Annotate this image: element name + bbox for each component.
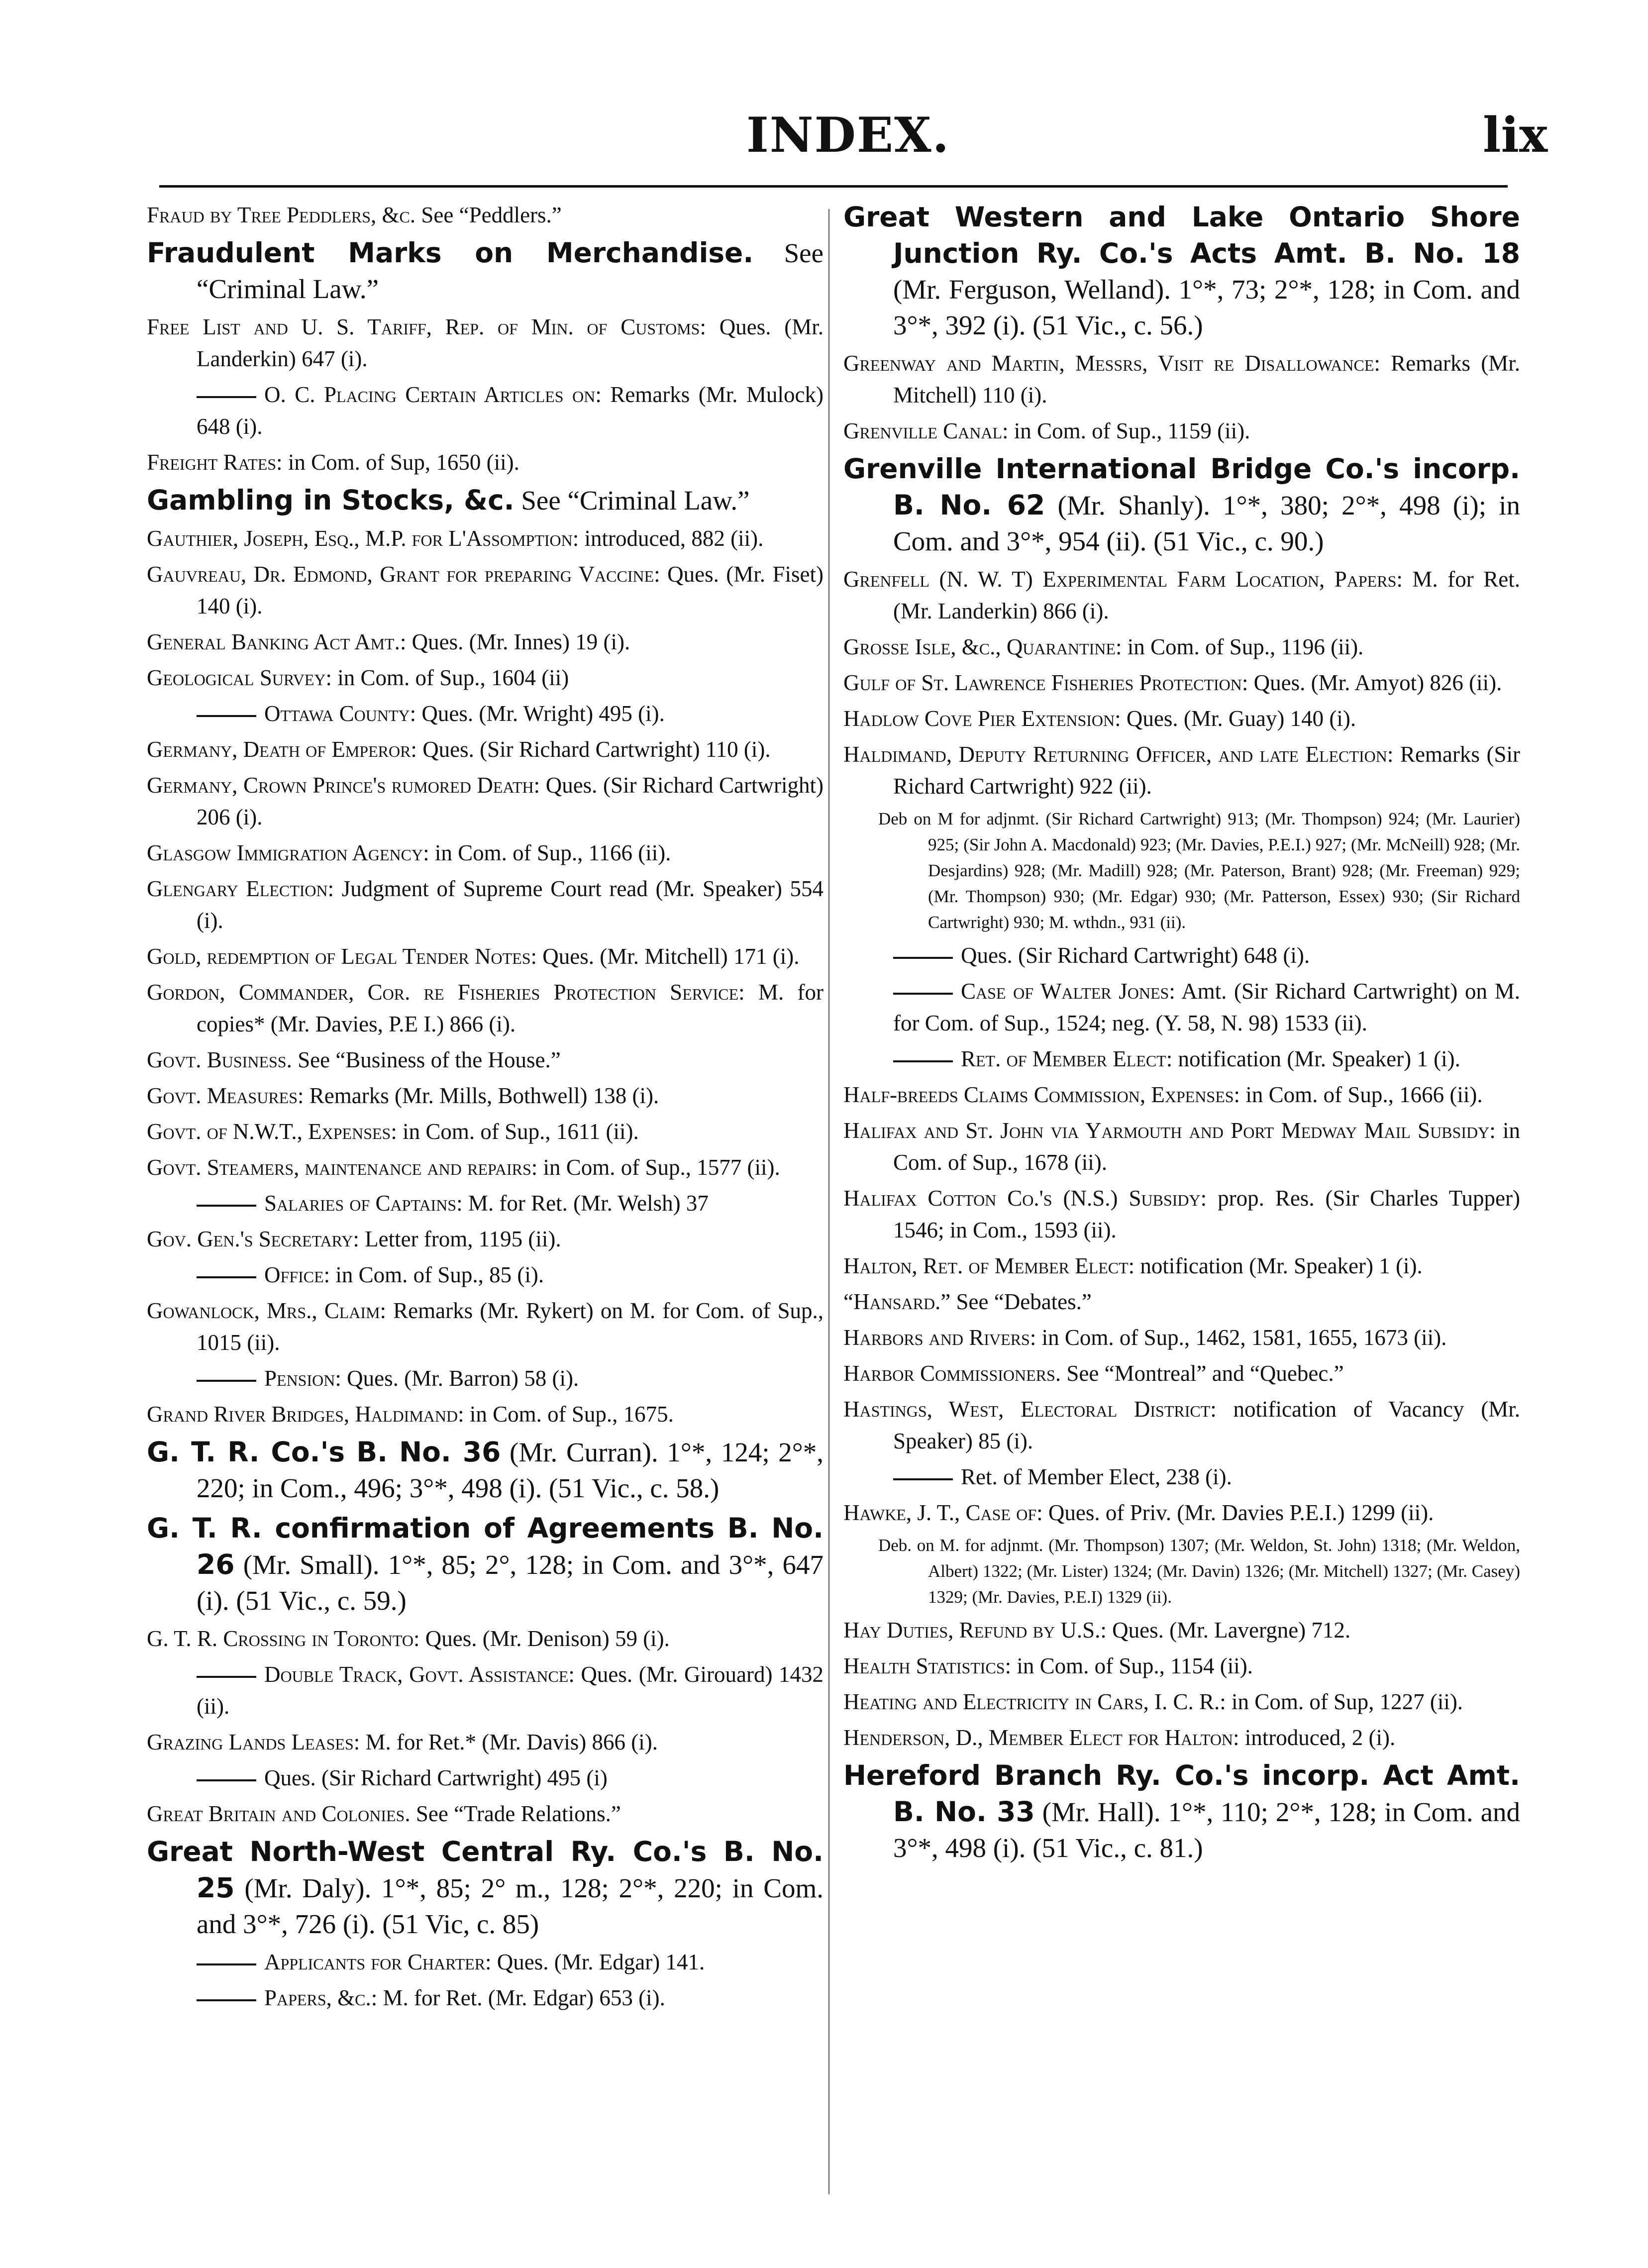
entry-text: Ret. of Member Elect, 238 (i). (961, 1464, 1232, 1489)
repeat-dash (893, 1478, 953, 1480)
entry-text: Remarks (Mr. Mulock) 648 (i). (197, 382, 824, 439)
entry-heading: Double Track, Govt. Assistance: (264, 1662, 575, 1687)
index-entry (843, 939, 1520, 971)
index-entry (147, 1259, 824, 1291)
entry-text: in Com. of Sup., 1154 (ii). (1011, 1653, 1253, 1678)
right-column (843, 199, 1520, 1870)
entry-text: (Mr. Small). 1°*, 85; 2°, 128; in Com. and 3°*, 647 (i). (51 Vic., c. 59.) (197, 1549, 824, 1616)
page-title: INDEX. (746, 107, 950, 163)
entry-heading: Halton, Ret. of Member Elect: (843, 1253, 1135, 1278)
entry-text: in Com. of Sup., 1675. (464, 1402, 674, 1427)
entry-heading: G. T. R. confirmation of Agreements B. No. 26 (147, 1512, 824, 1580)
entry-text: introduced, 882 (ii). (579, 526, 764, 551)
repeat-dash (893, 993, 953, 995)
index-entry (843, 738, 1520, 802)
index-entry (843, 1461, 1520, 1493)
index-entry (843, 1722, 1520, 1753)
entry-text: in Com. of Sup., 1666 (ii). (1240, 1082, 1483, 1107)
entry-heading: Hastings, West, Electoral District: (843, 1397, 1217, 1422)
entry-heading: Halifax Cotton Co.'s (N.S.) Subsidy: (843, 1186, 1207, 1211)
entry-heading: Geological Survey: (147, 665, 332, 690)
entry-text: Ques. (Sir Richard Cartwright) 495 (i) (264, 1765, 608, 1790)
entry-heading: Greenway and Martin, Messrs, Visit re Disallowance: (843, 351, 1380, 376)
index-entry (147, 379, 824, 442)
repeat-dash (893, 957, 953, 959)
entry-heading: Grand River Bridges, Haldimand: (147, 1402, 464, 1427)
entry-text: (Mr. Daly). 1°*, 85; 2° m., 128; 2°*, 220; in Com. and 3°*, 726 (i). (51 Vic, c. 85) (197, 1873, 824, 1939)
entry-heading: Gov. Gen.'s Secretary: (147, 1227, 359, 1251)
index-entry (843, 1357, 1520, 1389)
entry-heading: Gordon, Commander, Cor. re Fisheries Protection Service: (147, 980, 745, 1005)
entry-heading: Applicants for Charter: (264, 1950, 492, 1974)
repeat-dash (197, 396, 256, 398)
repeat-dash (197, 1276, 256, 1278)
entry-heading: Hereford Branch Ry. Co.'s incorp. Act Amt. B. No. 33 (843, 1759, 1520, 1828)
entry-heading: Health Statistics: (843, 1653, 1012, 1678)
entry-text: Ques. (Mr. Girouard) 1432 (ii). (197, 1662, 824, 1719)
entry-text: Deb on M for adjnmt. (Sir Richard Cartwright) 913; (Mr. Thompson) 924; (Mr. Laurier) 925; (Sir John A. Macdonald) 923; (Mr. Davies, P.E.I.) 927; (Mr. McNeill) 928; (Mr. Desjardins) 928; (Mr. Madill) 928; (Mr. Paterson, Brant) 928; (Mr. Freeman) 929; (Mr. Thompson) 930; (Mr. Edgar) 930; (Mr. Patterson, Essex) 930; (Sir Richard Cartwright) 930; M. wthdn., 931 (ii). (878, 809, 1520, 932)
entry-heading: Fraudulent Marks on Merchandise. (147, 237, 754, 269)
index-entry (843, 1079, 1520, 1111)
entry-text: Ques. (Mr. Amyot) 826 (ii). (1248, 670, 1502, 695)
entry-text: Remarks (Sir Richard Cartwright) 922 (ii). (893, 742, 1520, 799)
entry-text: Ques. (Mr. Edgar) 141. (491, 1950, 705, 1974)
entry-text: Amt. (Sir Richard Cartwright) on M. for Com. of Sup., 1524; neg. (Y. 58, N. 98) 1533 (ii). (893, 979, 1520, 1035)
entry-heading: Free List and U. S. Tariff, Rep. of Min. of Customs: (147, 314, 706, 339)
entry-heading: Govt. Measures: (147, 1083, 304, 1108)
entry-text: Ques. (Mr. Guay) 140 (i). (1121, 706, 1356, 731)
index-entry (843, 1533, 1520, 1610)
entry-heading: Henderson, D., Member Elect for Halton: (843, 1725, 1239, 1750)
entry-text: Ques. (Mr. Innes) 19 (i). (406, 629, 630, 654)
entry-heading: Case of Walter Jones: (961, 979, 1175, 1004)
index-entry (147, 1080, 824, 1112)
entry-text: Ques. (Mr. Landerkin) 647 (i). (197, 314, 824, 371)
index-entry (843, 1322, 1520, 1353)
index-entry (147, 1762, 824, 1794)
repeat-dash (197, 1205, 256, 1207)
index-entry (147, 235, 824, 307)
entry-heading: Great Western and Lake Ontario Shore Junction Ry. Co.'s Acts Amt. B. No. 18 (843, 201, 1520, 269)
entry-text: See “Criminal Law.” (197, 238, 824, 304)
index-entry (147, 1398, 824, 1430)
entry-heading: Hay Duties, Refund by U.S.: (843, 1618, 1107, 1643)
entry-heading: Grenville International Bridge Co.'s incorp. B. No. 62 (843, 453, 1520, 521)
entry-heading: Great North-West Central Ry. Co.'s B. No. 25 (147, 1836, 824, 1904)
repeat-dash (197, 1779, 256, 1781)
entry-text: (Mr. Shanly). 1°*, 380; 2°*, 498 (i); in Com. and 3°*, 954 (ii). (51 Vic., c. 90.) (893, 490, 1521, 556)
entry-heading: Grazing Lands Leases: (147, 1730, 360, 1754)
entry-text: Letter from, 1195 (ii). (359, 1227, 561, 1251)
entry-text: in Com. of Sup., 1678 (ii). (893, 1118, 1520, 1175)
entry-heading: Salaries of Captains: (264, 1191, 463, 1216)
index-entry (843, 667, 1520, 699)
entry-heading: Heating and Electricity in Cars, I. C. R.: (843, 1689, 1226, 1714)
entry-heading: Half-breeds Claims Commission, Expenses: (843, 1082, 1240, 1107)
index-entry (843, 1043, 1520, 1075)
entry-text: prop. Res. (Sir Charles Tupper) 1546; in Com., 1593 (ii). (893, 1186, 1520, 1242)
entry-text: M. for Ret. (Mr. Edgar) 653 (i). (377, 1985, 665, 2010)
entry-text: Ques. (Mr. Mitchell) 171 (i). (537, 944, 800, 969)
index-entry (147, 482, 824, 518)
page-number: lix (1483, 107, 1548, 163)
index-entry (843, 806, 1520, 935)
entry-text: in Com. of Sup., 1577 (ii). (537, 1155, 780, 1180)
index-entry (843, 1650, 1520, 1682)
entry-heading: General Banking Act Amt.: (147, 629, 407, 654)
index-entry (147, 873, 824, 936)
repeat-dash (893, 1060, 953, 1062)
entry-text: See “Peddlers.” (415, 203, 562, 227)
column-divider (828, 209, 829, 2194)
entry-text: Remarks (Mr. Mills, Bothwell) 138 (i). (304, 1083, 659, 1108)
entry-text: Remarks (Mr. Mitchell) 110 (i). (893, 351, 1520, 408)
index-entry (147, 1044, 824, 1076)
index-entry (147, 1434, 824, 1506)
index-entry (147, 1946, 824, 1978)
index-entry (147, 1982, 824, 2014)
index-entry (843, 703, 1520, 734)
index-entry (147, 1362, 824, 1394)
entry-text: See “Montreal” and “Quebec.” (1061, 1361, 1344, 1386)
index-entry (147, 1295, 824, 1358)
index-entry (147, 976, 824, 1040)
index-entry (843, 451, 1520, 559)
entry-text: Ques. (Mr. Wright) 495 (i). (416, 701, 665, 726)
index-entry (147, 1798, 824, 1830)
entry-heading: Gauvreau, Dr. Edmond, Grant for preparing Vaccine: (147, 562, 660, 587)
entry-heading: Gowanlock, Mrs., Claim: (147, 1298, 387, 1323)
entry-heading: Glasgow Immigration Agency: (147, 840, 429, 865)
entry-text: in Com. of Sup., 1196 (ii). (1122, 634, 1364, 659)
entry-text: See “Business of the House.” (292, 1047, 561, 1072)
entry-text: Ques. (Mr. Denison) 59 (i). (419, 1626, 670, 1651)
index-entry (147, 311, 824, 375)
entry-text: M. for Ret. (Mr. Landerkin) 866 (i). (893, 567, 1520, 623)
index-entry (147, 733, 824, 765)
entry-heading: Office: (264, 1262, 330, 1287)
entry-heading: Papers, &c.: (264, 1985, 378, 2010)
repeat-dash (197, 1380, 256, 1382)
repeat-dash (197, 1963, 256, 1965)
entry-heading: Pension: (264, 1366, 341, 1391)
index-entry (147, 522, 824, 554)
entry-text: in Com. of Sup, 1650 (ii). (282, 450, 519, 475)
entry-text: notification (Mr. Speaker) 1 (i). (1172, 1046, 1460, 1071)
index-entry (147, 940, 824, 972)
entry-heading: Gambling in Stocks, &c. (147, 484, 515, 516)
entry-text: Ques. (Mr. Lavergne) 712. (1106, 1618, 1351, 1643)
index-entry (147, 1116, 824, 1147)
entry-heading: Fraud by Tree Peddlers, &c. (147, 203, 416, 227)
repeat-dash (197, 715, 256, 717)
entry-text: in Com. of Sup., 1166 (ii). (429, 840, 671, 865)
entry-heading: Halifax and St. John via Yarmouth and Port Medway Mail Subsidy: (843, 1118, 1496, 1143)
entry-text: Ques. (Sir Richard Cartwright) 206 (i). (197, 773, 824, 829)
entry-text: Ques. (Mr. Barron) 58 (i). (341, 1366, 579, 1391)
index-entry (843, 1115, 1520, 1178)
repeat-dash (197, 1999, 256, 2001)
entry-heading: Haldimand, Deputy Returning Officer, and late Election: (843, 742, 1394, 767)
entry-text: Ques. of Priv. (Mr. Davies P.E.I.) 1299 (ii). (1042, 1500, 1434, 1525)
left-column (147, 199, 824, 2018)
entry-text: in Com. of Sup., 1159 (ii). (1008, 418, 1250, 443)
index-entry (147, 1151, 824, 1183)
entry-heading: Hawke, J. T., Case of: (843, 1500, 1043, 1525)
entry-heading: Govt. Steamers, maintenance and repairs: (147, 1155, 538, 1180)
entry-heading: Govt. Business. (147, 1047, 292, 1072)
index-entry (147, 1510, 824, 1619)
index-entry (147, 1658, 824, 1722)
index-entry (843, 631, 1520, 663)
entry-heading: Freight Rates: (147, 450, 283, 475)
index-entry (147, 1726, 824, 1758)
index-entry (843, 1286, 1520, 1318)
entry-text: See “Debates.” (950, 1289, 1092, 1314)
entry-heading: Harbors and Rivers: (843, 1325, 1036, 1350)
index-entry (147, 626, 824, 658)
entry-heading: Gauthier, Joseph, Esq., M.P. for L'Assomption: (147, 526, 579, 551)
index-entry (147, 1834, 824, 1942)
entry-heading: Gold, redemption of Legal Tender Notes: (147, 944, 537, 969)
entry-text: notification (Mr. Speaker) 1 (i). (1134, 1253, 1423, 1278)
entry-heading: G. T. R. Co.'s B. No. 36 (147, 1436, 501, 1468)
index-entry (147, 446, 824, 478)
header-rule (159, 185, 1508, 188)
index-entry (843, 1757, 1520, 1866)
index-entry (147, 837, 824, 869)
entry-heading: Grenfell (N. W. T) Experimental Farm Location, Papers: (843, 567, 1403, 592)
entry-text: in Com. of Sup., 1611 (ii). (397, 1119, 639, 1144)
entry-heading: Grenville Canal: (843, 418, 1009, 443)
index-entry (843, 347, 1520, 411)
entry-heading: Harbor Commissioners. (843, 1361, 1061, 1386)
index-entry (843, 1393, 1520, 1457)
entry-heading: Germany, Crown Prince's rumored Death: (147, 773, 540, 798)
entry-text: M. for copies* (Mr. Davies, P.E I.) 866 (i). (197, 980, 824, 1036)
index-entry (843, 415, 1520, 447)
entry-heading: Ottawa County: (264, 701, 416, 726)
index-entry (147, 662, 824, 694)
entry-heading: Govt. of N.W.T., Expenses: (147, 1119, 397, 1144)
entry-heading: Gulf of St. Lawrence Fisheries Protection: (843, 670, 1248, 695)
entry-text: M. for Ret. (Mr. Welsh) 37 (462, 1191, 709, 1216)
index-entry (843, 975, 1520, 1039)
entry-heading: G. T. R. Crossing in Toronto: (147, 1626, 420, 1651)
entry-heading: Hadlow Cove Pier Extension: (843, 706, 1121, 731)
index-entry (147, 698, 824, 729)
entry-text: Ques. (Sir Richard Cartwright) 648 (i). (961, 943, 1310, 968)
index-entry (843, 1614, 1520, 1646)
index-entry (843, 199, 1520, 343)
index-entry (843, 1497, 1520, 1529)
repeat-dash (197, 1676, 256, 1678)
index-entry (147, 1623, 824, 1654)
index-entry (147, 558, 824, 622)
entry-heading: “Hansard.” (843, 1289, 951, 1314)
entry-text: in Com. of Sup., 85 (i). (330, 1262, 544, 1287)
entry-text: See “Trade Relations.” (410, 1801, 621, 1826)
entry-text: (Mr. Curran). 1°*, 124; 2°*, 220; in Com., 496; 3°*, 498 (i). (51 Vic., c. 58.) (197, 1437, 824, 1503)
entry-heading: Great Britain and Colonies. (147, 1801, 411, 1826)
index-entry (147, 199, 824, 231)
entry-text: See “Criminal Law.” (514, 485, 750, 515)
entry-text: (Mr. Hall). 1°*, 110; 2°*, 128; in Com. and 3°*, 498 (i). (51 Vic., c. 81.) (893, 1797, 1520, 1863)
entry-text: Remarks (Mr. Rykert) on M. for Com. of Sup., 1015 (ii). (197, 1298, 824, 1355)
entry-text: in Com. of Sup, 1227 (ii). (1226, 1689, 1463, 1714)
entry-heading: Ret. of Member Elect: (961, 1046, 1173, 1071)
entry-text: Deb. on M. for adjnmt. (Mr. Thompson) 1307; (Mr. Weldon, St. John) 1318; (Mr. Weldon, Albert) 1322; (Mr. Lister) 1324; (Mr. Davin) 1326; (Mr. Mitchell) 1327; (Mr. Casey) 1329; (Mr. Davies, P.E.I) 1329 (ii). (878, 1536, 1520, 1607)
index-entry (843, 1686, 1520, 1718)
entry-text: (Mr. Ferguson, Welland). 1°*, 73; 2°*, 128; in Com. and 3°*, 392 (i). (51 Vic., c. 56.) (893, 274, 1520, 340)
index-entry (147, 1223, 824, 1255)
entry-text: Judgment of Supreme Court read (Mr. Speaker) 554 (i). (197, 876, 824, 933)
entry-text: introduced, 2 (i). (1239, 1725, 1396, 1750)
entry-heading: O. C. Placing Certain Articles on: (264, 382, 602, 407)
entry-text: Ques. (Mr. Fiset) 140 (i). (197, 562, 824, 619)
index-entry (843, 1250, 1520, 1282)
entry-heading: Grosse Isle, &c., Quarantine: (843, 634, 1122, 659)
entry-heading: Germany, Death of Emperor: (147, 737, 417, 762)
entry-text: M. for Ret.* (Mr. Davis) 866 (i). (360, 1730, 658, 1754)
entry-text: in Com. of Sup., 1604 (ii) (332, 665, 569, 690)
index-entry (843, 1182, 1520, 1246)
index-entry (843, 563, 1520, 627)
entry-heading: Glengary Election: (147, 876, 334, 901)
index-entry (147, 769, 824, 833)
index-entry (147, 1187, 824, 1219)
entry-text: Ques. (Sir Richard Cartwright) 110 (i). (416, 737, 771, 762)
entry-text: notification of Vacancy (Mr. Speaker) 85 (i). (893, 1397, 1520, 1453)
entry-text: in Com. of Sup., 1462, 1581, 1655, 1673 (ii). (1036, 1325, 1447, 1350)
